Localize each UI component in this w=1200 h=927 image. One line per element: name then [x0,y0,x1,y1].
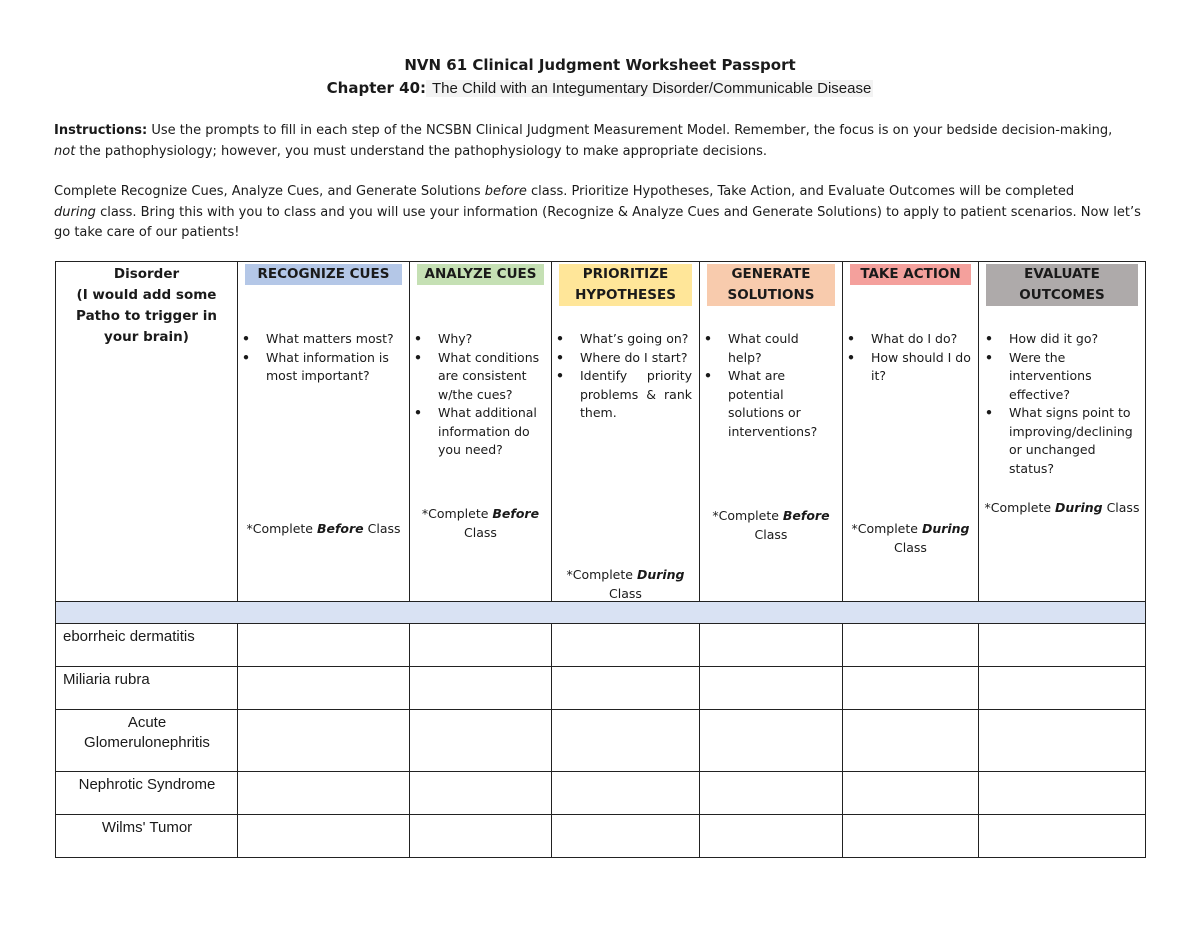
prompt-item: • What information is most important? [238,349,398,386]
entry-cell[interactable] [238,710,410,772]
prompt-item: • Were the interventions effective? [981,349,1143,405]
entry-cell[interactable] [700,815,843,858]
disorder-cell[interactable] [56,815,238,858]
entry-cell[interactable] [979,815,1146,858]
prompt-item: • Identify priority problems & rank them. [552,367,692,423]
completion-note: *Complete During Class [984,500,1140,515]
complete-paragraph [54,182,1154,244]
disorder-name: Miliaria rubra [63,671,150,688]
col-take-action [843,262,979,602]
prompt-item: • What signs point to improving/declining or unchanged status? [981,404,1143,478]
entry-cell[interactable] [552,710,700,772]
disorder-name: eborrheic dermatitis [63,628,195,645]
complete-before: before [484,184,527,199]
prompt-item: • What additional information do you need? [410,404,544,460]
entry-cell[interactable] [700,772,843,815]
disorder-cell[interactable] [56,624,238,667]
completion-note: *Complete Before Class [246,521,401,536]
entry-cell[interactable] [552,624,700,667]
prompt-list [700,330,835,441]
entry-cell[interactable] [552,772,700,815]
instructions-label: Instructions: [54,123,148,138]
instructions-line2: the pathophysiology; however, you must understand the pathophysiology to make appropriate decisions. [75,143,768,159]
entry-cell[interactable] [552,667,700,710]
disorder-cell[interactable] [56,667,238,710]
entry-cell[interactable] [979,624,1146,667]
column-label: EVALUATE OUTCOMES [986,264,1138,306]
column-label: TAKE ACTION [850,264,971,285]
entry-cell[interactable] [410,667,552,710]
prompt-item: • What do I do? [843,330,971,349]
entry-cell[interactable] [410,624,552,667]
col-evaluate-outcomes [979,262,1146,602]
entry-cell[interactable] [410,815,552,858]
column-label: RECOGNIZE CUES [245,264,402,285]
column-label: GENERATE SOLUTIONS [707,264,835,306]
clinical-judgment-table [55,261,1146,858]
chapter-text: The Child with an Integumentary Disorder/Communicable Disease [428,80,872,97]
completion-note: *Complete Before Class [421,506,540,540]
completion-note: *Complete During Class [851,521,970,555]
completion-note: *Complete Before Class [712,508,830,542]
entry-cell[interactable] [700,710,843,772]
disorder-cell[interactable] [56,710,238,772]
table-row [56,815,1146,858]
table-row [56,772,1146,815]
entry-cell[interactable] [843,624,979,667]
prompt-list [981,330,1143,478]
disorder-header-cell [56,262,238,602]
entry-cell[interactable] [238,772,410,815]
disorder-name: Acute Glomerulonephritis [84,714,210,751]
worksheet-title: NVN 61 Clinical Judgment Worksheet Passport [404,56,796,74]
prompt-item: • Where do I start? [552,349,692,368]
entry-cell[interactable] [843,772,979,815]
prompt-list [410,330,544,460]
prompt-item: • What’s going on? [552,330,692,349]
prompt-item: • What are potential solutions or interventions? [700,367,835,441]
prompt-list [843,330,971,386]
prompt-list [238,330,398,386]
entry-cell[interactable] [979,710,1146,772]
entry-cell[interactable] [700,667,843,710]
disorder-header: Disorder (I would add some Patho to trigger in your brain) [76,266,217,345]
entry-cell[interactable] [410,772,552,815]
complete-part3: class. Bring this with you to class and you will use your information (Recognize & Analyze Cues and Generate Solutions) to apply to patient scenarios. Now let’s go take care of our patients! [54,204,1141,240]
col-analyze-cues [410,262,552,602]
entry-cell[interactable] [238,667,410,710]
prompt-item: • How should I do it? [843,349,971,386]
instructions-paragraph [54,121,1154,162]
chapter-label: Chapter 40: [326,79,427,97]
prompt-item: • How did it go? [981,330,1143,349]
entry-cell[interactable] [552,815,700,858]
entry-cell[interactable] [238,624,410,667]
col-generate-solutions [700,262,843,602]
entry-cell[interactable] [979,667,1146,710]
col-prioritize-hypotheses [552,262,700,602]
column-label: ANALYZE CUES [417,264,544,285]
chapter-subtitle [0,79,1200,97]
table-row [56,667,1146,710]
instructions-not: not [54,143,76,159]
entry-cell[interactable] [700,624,843,667]
complete-part1: Complete Recognize Cues, Analyze Cues, and Generate Solutions [54,184,485,199]
disorder-name: Nephrotic Syndrome [78,776,216,793]
completion-note: *Complete During Class [566,567,685,601]
separator-cell [56,602,1146,624]
instructions-line1: Use the prompts to fill in each step of the NCSBN Clinical Judgment Measurement Model. Remember, the focus is on your bedside decision-making, [147,123,1113,138]
entry-cell[interactable] [979,772,1146,815]
shaded-separator-row [56,602,1146,624]
entry-cell[interactable] [843,710,979,772]
entry-cell[interactable] [410,710,552,772]
prompt-item: • What matters most? [238,330,398,349]
entry-cell[interactable] [843,815,979,858]
table-row [56,710,1146,772]
complete-during: during [54,204,96,220]
prompt-item: • What conditions are consistent w/the cues? [410,349,544,405]
entry-cell[interactable] [238,815,410,858]
disorder-name: Wilms' Tumor [101,819,193,836]
entry-cell[interactable] [843,667,979,710]
header-row [56,262,1146,602]
column-label: PRIORITIZE HYPOTHESES [559,264,692,306]
disorder-cell[interactable] [56,772,238,815]
prompt-item: • Why? [410,330,544,349]
prompt-item: • What could help? [700,330,835,367]
col-recognize-cues [238,262,410,602]
table-row [56,624,1146,667]
complete-part2: class. Prioritize Hypotheses, Take Action, and Evaluate Outcomes will be completed [526,184,1075,199]
prompt-list [552,330,692,423]
